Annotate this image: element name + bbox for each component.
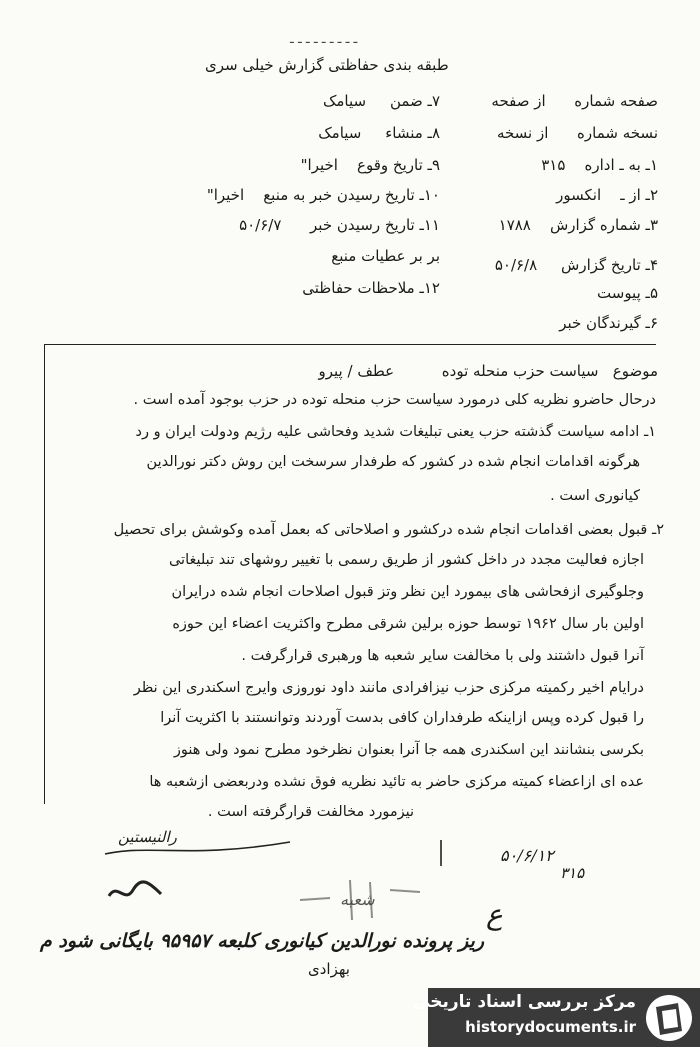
body-line: نیزمورد مخالفت قرارگرفته است .: [207, 804, 414, 820]
left-field-8: [200, 124, 440, 142]
margin-tick: [436, 838, 446, 868]
right-field-label: ۲ـ از ـ: [620, 186, 658, 204]
left-field-7: [200, 92, 440, 110]
body-left-rule: [44, 344, 45, 804]
right-field-value: از صفحه: [491, 92, 546, 110]
left-field-value: ۵۰/۶/۷: [239, 216, 282, 234]
body-line: را قبول کرده وپس ازاینکه طرفداران کافی بدست آوردند وتوانستند با اکثریت آنرا: [160, 710, 644, 726]
classification-line: طبقه بندی حفاظتی گزارش خیلی سری: [205, 56, 449, 74]
right-field-report-number: [430, 216, 658, 234]
stamp-note: شعبه: [340, 890, 375, 909]
subject-label: موضوع: [612, 362, 658, 380]
left-field-label: ۸ـ منشاء: [385, 124, 440, 142]
right-field-attachment: [440, 284, 658, 302]
watermark-banner: [413, 988, 700, 1047]
subject-ref: عطف / پیرو: [318, 362, 395, 380]
right-field-value: ۵۰/۶/۸: [494, 256, 538, 274]
left-field-value: سیامک: [318, 124, 362, 142]
body-line: اجازه فعالیت مجدد در داخل کشور از طریق رسمی با تغییر روشهای تند تبلیغاتی: [168, 552, 644, 568]
body-line: بکرسی بنشانند این اسکندری همه جا آنرا بعنوان نظرخود مطرح نمود ولی هنوز: [173, 742, 644, 758]
body-top-rule: [44, 344, 656, 345]
subject-line: [230, 362, 658, 380]
right-field-value: ۱۷۸۸: [498, 216, 531, 234]
body-line: ۲ـ قبول بعضی اقدامات انجام شده درکشور و اصلاحاتی که بعمل آمده وکوشش برای تحصیل: [113, 522, 664, 538]
top-dashes: ـ ـ ـ ـ ـ ـ ـ ـ ـ: [290, 32, 358, 47]
right-field-from: [440, 186, 658, 204]
left-field-label: ۷ـ ضمن: [389, 92, 440, 110]
right-field-value: از نسخه: [496, 124, 549, 142]
body-line: وجلوگیری ازفحاشی های بیمورد این نظر وتز قبول اصلاحات انجام شده درایران: [171, 584, 644, 600]
handwritten-date: ۵۰/۶/۱۲: [500, 846, 554, 865]
signature-closing: رالنیستین: [118, 828, 177, 846]
handwritten-number: ۳۱۵: [560, 864, 585, 882]
left-field-value: اخیرا": [300, 156, 338, 174]
stamp-scribble: [105, 878, 165, 908]
right-field-label: نسخه شماره: [577, 124, 658, 142]
right-field-value: انکسور: [556, 186, 602, 204]
right-field-page: [440, 92, 658, 110]
right-field-label: صفحه شماره: [574, 92, 658, 110]
name-label: بهزادی: [308, 960, 350, 978]
right-field-label: ۱ـ به ـ اداره: [584, 156, 658, 174]
left-field-9: [180, 156, 440, 174]
body-line: درحال حاضرو نظریه کلی درمورد سیاست حزب منحله توده در حزب بوجود آمده است .: [133, 392, 656, 408]
left-field-value: سیامک: [322, 92, 367, 110]
left-field-label: ۹ـ تاریخ وقوع: [357, 156, 440, 174]
left-field-label: ۱۲ـ ملاحظات حفاظتی: [302, 279, 440, 297]
right-field-label: ۳ـ شماره گزارش: [549, 216, 658, 234]
watermark-title: مرکز بررسی اسناد تاریخی: [413, 992, 636, 1012]
handwritten-initial: ع: [486, 898, 503, 931]
body-line: اولین بار سال ۱۹۶۲ توسط حوزه برلین شرقی مطرح واکثریت اعضاء این حوزه: [172, 616, 644, 632]
right-field-copy: [440, 124, 658, 142]
document-logo-icon: [644, 993, 694, 1043]
right-field-label: ۵ـ پیوست: [597, 284, 658, 302]
left-field-value: اخیرا": [206, 186, 245, 204]
body-line: ۱ـ ادامه سیاست گذشته حزب یعنی تبلیغات شدید وفحاشی علیه رژیم ودولت ایران و رد: [135, 424, 656, 440]
right-field-value: ۳۱۵: [541, 156, 566, 174]
body-line: درایام اخیر رکمیته مرکزی حزب نیزافرادی مانند داود نوروزی وایرج اسکندری این نظر: [133, 680, 644, 696]
right-field-to: [440, 156, 658, 174]
left-field-11: [90, 216, 440, 234]
right-field-label: ۴ـ تاریخ گزارش: [561, 256, 658, 274]
left-field-label: ۱۱ـ تاریخ رسیدن خبر: [310, 216, 440, 234]
left-field-label: ۱۰ـ تاریخ رسیدن خبر به منبع: [263, 186, 440, 204]
left-field-10: [100, 186, 440, 204]
body-line: هرگونه اقدامات انجام شده در کشور که طرفدار سرسخت این روش دکتر نورالدین: [146, 454, 640, 470]
watermark-url: historydocuments.ir: [465, 1018, 636, 1036]
faded-stamp: [290, 870, 430, 930]
left-field-source-note: [180, 247, 440, 265]
body-line: آنرا قبول داشتند ولی با مخالفت سایر شعبه ها ورهبری قرارگرفت .: [241, 648, 644, 664]
body-line: عده ای ازاعضاء کمیته مرکزی حاضر به تائید نظریه فوق نشده ودربعضی ازشعبه ها: [149, 774, 644, 790]
signature-underline: [100, 834, 300, 864]
right-field-recipients: [440, 314, 658, 332]
left-field-value: بر بر عطیات منبع: [331, 247, 440, 265]
left-field-12: [180, 279, 440, 297]
right-field-report-date: [420, 256, 658, 274]
right-field-label: ۶ـ گیرندگان خبر: [559, 314, 658, 332]
subject-text: سیاست حزب منحله توده: [441, 362, 599, 380]
body-line: کیانوری است .: [550, 488, 640, 504]
handwritten-footer: ریز پرونده نورالدین کیانوری کلبعه ۹۵۹۵۷ بایگانی شود م: [40, 930, 485, 952]
